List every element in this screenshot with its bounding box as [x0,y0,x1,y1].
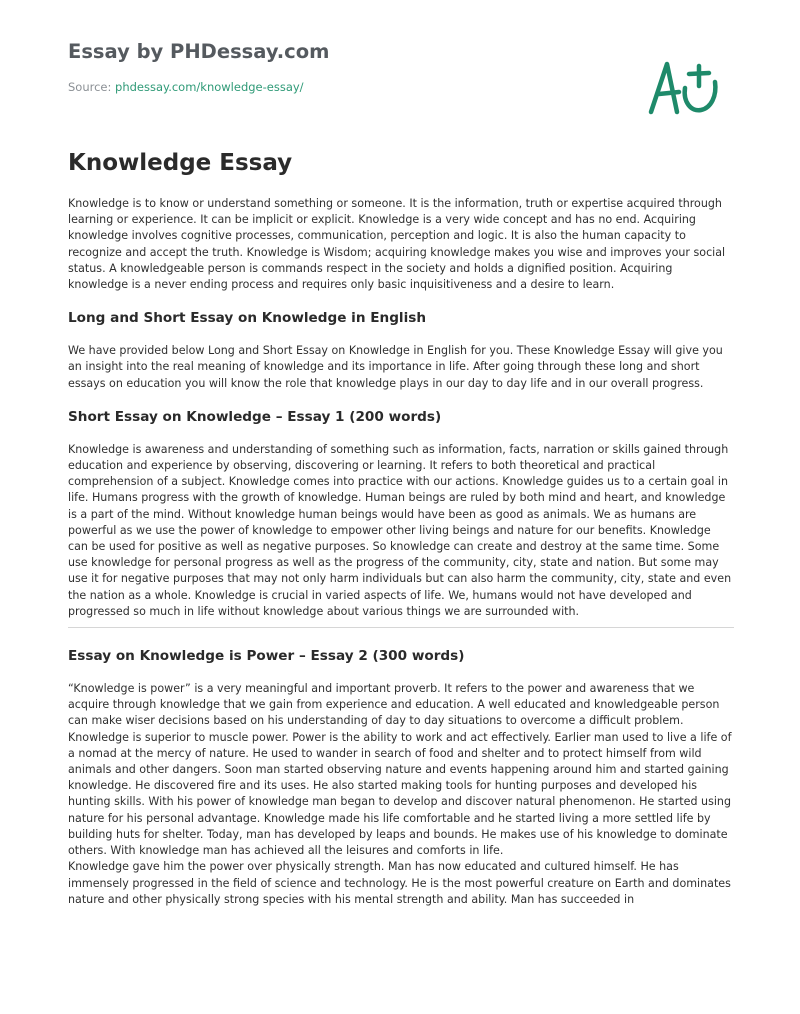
page-title: Knowledge Essay [68,150,293,176]
article [68,150,734,925]
a-plus-logo-icon [645,52,725,122]
long-short-section [68,310,734,392]
section-heading: Short Essay on Knowledge – Essay 1 (200 words) [68,408,442,425]
section-paragraph: Knowledge is awareness and understanding of something such as information, facts, narration or skills gained through education and experience by observing, discovering or learning. It refers to both theoretical and practical comprehension of a subject. Knowledge comes into practice with our actions. Knowledge guides us to a certain goal in life. Humans progress with the growth of knowledge. Human beings are ruled by both mind and heart, and knowledge is a part of the mind. Without knowledge human beings would have been as good as animals. We as humans are powerful as we use the power of knowledge to empower other living beings and nature for our benefits. Knowledge can be used for positive as well as negative purposes. So knowledge can create and destroy at the same time. Some use knowledge for personal progress as well as the progress of the community, city, state and nation. But some may use it for negative purposes that may not only harm individuals but can also harm the community, city, state and even the nation as a whole. Knowledge is crucial in varied aspects of life. We, humans would not have developed and progressed so much in life without knowledge about various things we are surrounded with. [68,442,732,618]
source-label: Source: [68,80,116,94]
intro-section [68,196,734,293]
source-link[interactable]: phdessay.com/knowledge-essay/ [115,80,304,94]
intro-paragraph: Knowledge is to know or understand something or someone. It is the information, truth or expertise acquired through learning or experience. It can be implicit or explicit. Knowledge is a very wide concept and has no end. Acquiring knowledge involves cognitive processes, communication, perception and logic. It is also the human capacity to recognize and accept the truth. Knowledge is Wisdom; acquiring knowledge makes you wise and improves your social status. A knowledgeable person is commands respect in the society and holds a dignified position. Acquiring knowledge is a never ending process and requires only basic inquisitiveness and a desire to learn. [68,197,726,292]
essay-1-section [68,409,734,620]
section-divider [68,627,734,628]
section-paragraph: “Knowledge is power” is a very meaningful and important proverb. It refers to the power and awareness that we acquire through knowledge that we gain from experience and education. A well educated and knowledgeable person can make wiser decisions based on his understanding of day to day situations to overcome a difficult problem. Knowledge is superior to muscle power. Power is the ability to work and act effectively. Earlier man used to live a life of a nomad at the mercy of nature. He used to wander in search of food and shelter and to protect himself from wild animals and other dangers. Soon man started observing nature and events happening around him and started gaining knowledge. He discovered fire and its uses. He also started making tools for hunting purposes and developed his hunting skills. With his power of knowledge man began to develop and discover natural phenomenon. He started using nature for his personal advantage. Knowledge made his life comfortable and he started living a more settled life by building huts for shelter. Today, man has developed by leaps and bounds. He makes use of his knowledge to dominate others. With knowledge man has achieved all the leisures and comforts in life. [68,682,732,858]
section-heading: Essay on Knowledge is Power – Essay 2 (300 words) [68,648,465,665]
section-heading: Long and Short Essay on Knowledge in English [68,310,427,327]
essay-2-section [68,648,734,908]
site-title: Essay by PHDessay.com [68,40,330,63]
section-paragraph: Knowledge gave him the power over physically strength. Man has now educated and cultured himself. He has immensely progressed in the field of science and technology. He is the most powerful creature on Earth and dominates nature and other physically strong species with his mental strength and ability. Man has succeeded in [68,860,731,906]
section-paragraph: We have provided below Long and Short Essay on Knowledge in English for you. These Knowledge Essay will give you an insight into the real meaning of knowledge and its importance in life. After going through these long and short essays on education you will know the role that knowledge plays in our day to day life and in our overall progress. [68,344,723,390]
source-line [68,80,304,94]
